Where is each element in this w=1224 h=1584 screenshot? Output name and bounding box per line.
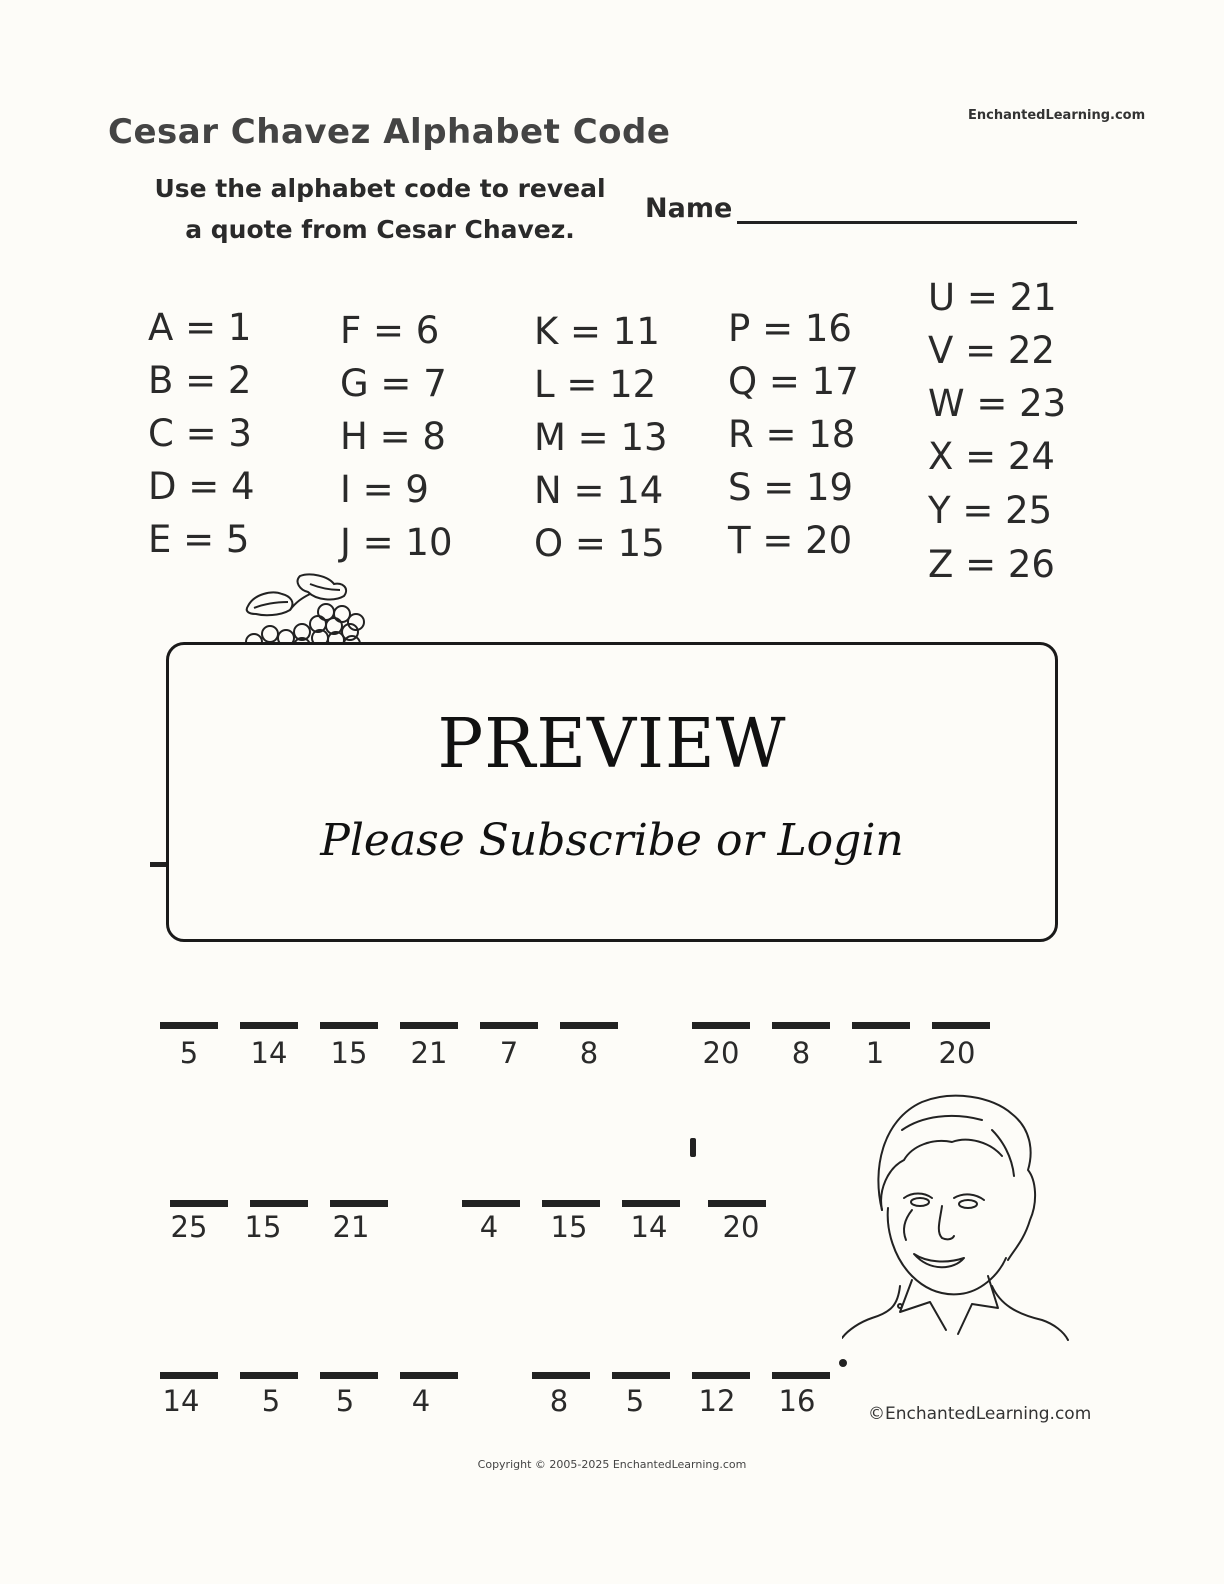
letter-blank[interactable] (160, 1372, 218, 1379)
apostrophe-mark (690, 1138, 696, 1157)
letter-blank[interactable] (852, 1022, 910, 1029)
code-entry: C = 3 (148, 412, 252, 455)
letter-number: 25 (170, 1210, 208, 1244)
letter-blank[interactable] (400, 1372, 458, 1379)
letter-number: 21 (332, 1210, 370, 1244)
code-entry: O = 15 (534, 522, 665, 565)
site-link[interactable]: EnchantedLearning.com (968, 108, 1146, 123)
letter-blank[interactable] (462, 1200, 520, 1207)
code-entry: W = 23 (928, 382, 1067, 425)
letter-number: 8 (579, 1036, 599, 1070)
code-entry: D = 4 (148, 465, 255, 508)
letter-number: 16 (778, 1384, 816, 1418)
letter-blank[interactable] (320, 1372, 378, 1379)
letter-number: 20 (702, 1036, 740, 1070)
letter-blank[interactable] (250, 1200, 308, 1207)
code-entry: K = 11 (534, 310, 660, 353)
letter-number: 14 (250, 1036, 288, 1070)
letter-number: 5 (261, 1384, 281, 1418)
letter-number: 14 (162, 1384, 200, 1418)
letter-number: 20 (938, 1036, 976, 1070)
preview-overlay[interactable] (166, 642, 1058, 942)
code-entry: H = 8 (340, 415, 446, 458)
code-entry: T = 20 (728, 519, 853, 562)
letter-number: 15 (330, 1036, 368, 1070)
code-entry: E = 5 (148, 518, 250, 561)
letter-number: 20 (722, 1210, 760, 1244)
cesar-chavez-portrait (842, 1090, 1072, 1380)
letter-blank[interactable] (560, 1022, 618, 1029)
instructions-line-1: Use the alphabet code to reveal (154, 174, 606, 203)
letter-blank[interactable] (692, 1372, 750, 1379)
code-entry: X = 24 (928, 435, 1055, 478)
letter-blank[interactable] (160, 1022, 218, 1029)
letter-number: 8 (549, 1384, 569, 1418)
code-entry: B = 2 (148, 359, 252, 402)
code-entry: F = 6 (340, 309, 440, 352)
letter-blank[interactable] (708, 1200, 766, 1207)
portrait-credit: ©EnchantedLearning.com (868, 1404, 1092, 1424)
letter-number: 1 (865, 1036, 885, 1070)
code-entry: S = 19 (728, 466, 854, 509)
letter-number: 5 (335, 1384, 355, 1418)
letter-blank[interactable] (542, 1200, 600, 1207)
letter-number: 5 (625, 1384, 645, 1418)
letter-blank[interactable] (532, 1372, 590, 1379)
letter-blank[interactable] (320, 1022, 378, 1029)
letter-number: 15 (244, 1210, 282, 1244)
letter-number: 14 (630, 1210, 668, 1244)
letter-blank[interactable] (622, 1200, 680, 1207)
letter-number: 7 (499, 1036, 519, 1070)
letter-number: 8 (791, 1036, 811, 1070)
letter-number: 12 (698, 1384, 736, 1418)
preview-title: PREVIEW (437, 705, 787, 784)
code-entry: Q = 17 (728, 360, 859, 403)
code-entry: Y = 25 (928, 489, 1053, 532)
letter-number: 21 (410, 1036, 448, 1070)
name-blank-line[interactable] (737, 221, 1077, 224)
code-entry: Z = 26 (928, 543, 1055, 586)
letter-blank[interactable] (170, 1200, 228, 1207)
letter-blank[interactable] (330, 1200, 388, 1207)
code-entry: I = 9 (340, 468, 429, 511)
code-entry: R = 18 (728, 413, 856, 456)
letter-blank[interactable] (772, 1372, 830, 1379)
letter-blank[interactable] (692, 1022, 750, 1029)
code-entry: J = 10 (340, 521, 453, 564)
code-entry: L = 12 (534, 363, 657, 406)
code-entry: G = 7 (340, 362, 447, 405)
letter-number: 15 (550, 1210, 588, 1244)
letter-blank[interactable] (932, 1022, 990, 1029)
copyright-footer: Copyright © 2005-2025 EnchantedLearning.com (477, 1458, 747, 1471)
letter-blank[interactable] (772, 1022, 830, 1029)
grapes-illustration (230, 572, 380, 652)
hidden-line-stub (150, 862, 166, 867)
page-title: Cesar Chavez Alphabet Code (108, 112, 671, 152)
letter-number: 5 (179, 1036, 199, 1070)
code-entry: P = 16 (728, 307, 852, 350)
code-entry: V = 22 (928, 329, 1055, 372)
letter-blank[interactable] (612, 1372, 670, 1379)
subscribe-login-link[interactable]: Please Subscribe or Login (320, 815, 904, 866)
letter-blank[interactable] (400, 1022, 458, 1029)
letter-number: 4 (479, 1210, 499, 1244)
code-entry: U = 21 (928, 276, 1057, 319)
letter-blank[interactable] (240, 1022, 298, 1029)
letter-blank[interactable] (480, 1022, 538, 1029)
letter-blank[interactable] (240, 1372, 298, 1379)
name-label: Name (645, 193, 733, 224)
code-entry: M = 13 (534, 416, 668, 459)
instructions-line-2: a quote from Cesar Chavez. (185, 215, 575, 244)
letter-number: 4 (411, 1384, 431, 1418)
code-entry: N = 14 (534, 469, 664, 512)
code-entry: A = 1 (148, 306, 252, 349)
